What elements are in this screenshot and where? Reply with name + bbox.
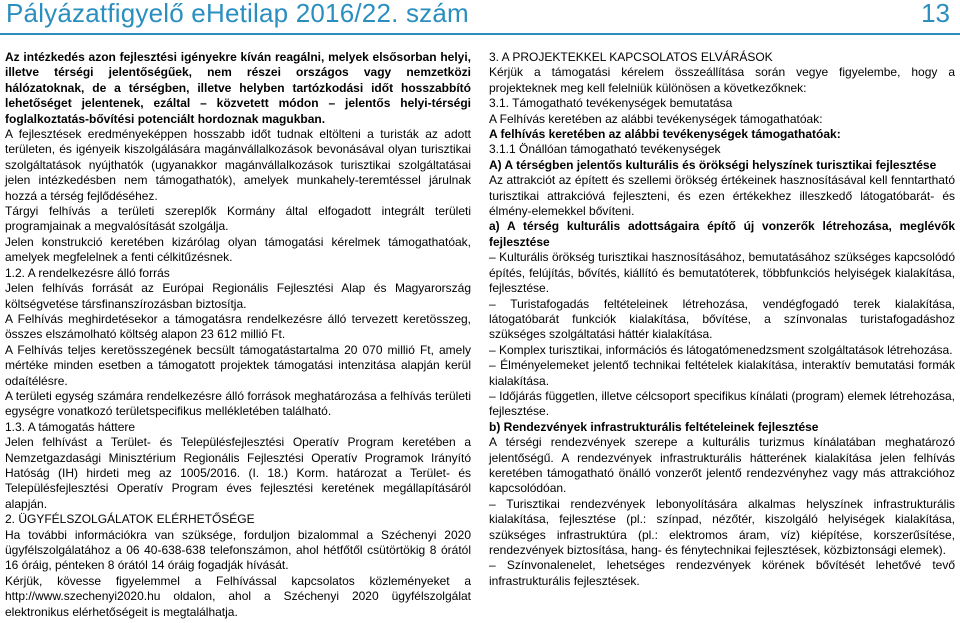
list-item: – Kulturális örökség turisztikai hasznosításához, bemutatásához szükséges kapcsolódó építés, felújítás, bővítés, kiállító és bemutatóterek, többfunkciós helyiségek kialakítása, fejlesztése. [489, 250, 955, 296]
paragraph: A Felhívás keretében az alábbi tevékenységek támogathatóak: [489, 111, 823, 126]
paragraph: Ha további információkra van szüksége, forduljon bizalommal a Széchenyi 2020 ügyfélszolgálatához a 06 40-638-638 telefonszámon, ahol hétfőtől csütörtökig 8 órától 16 óráig, pénteken 8 órától 14 óráig fogadják hívását. [5, 527, 471, 573]
paragraph: Kérjük a támogatási kérelem összeállítása során vegye figyelembe, hogy a projekteknek meg kell felelniük különösen a következőknek: [489, 65, 955, 95]
section-heading: 3. A PROJEKTEKKEL KAPCSOLATOS ELVÁRÁSOK [489, 50, 773, 64]
bold-paragraph: A) A térségben jelentős kulturális és örökségi helyszínek turisztikai fejlesztése [489, 157, 937, 172]
paragraph: Tárgyi felhívás a területi szereplők Kormány által elfogadott integrált területi programjainak a megvalósítását szolgálja. [5, 204, 471, 234]
section-heading: 1.2. A rendelkezésre álló forrás [5, 265, 170, 280]
paragraph: A területi egység számára rendelkezésre álló források meghatározása a felhívás területi egységre vonatkozó területspecifikus mellékletében található. [5, 388, 471, 419]
paragraph: Az attrakciót az épített és szellemi örökség értékeinek hasznosításával kell fenntartható turisztikai attrakcióvá fejleszteni, és ezen értékekhez illeszkedő látogatóbarát- és élmény-elemekkel bővíteni. [489, 173, 955, 219]
page-number: 13 [921, 0, 950, 28]
paragraph: A Felhívás teljes keretösszegének becsült támogatástartalma 20 070 millió Ft, amely mértéke minden esetben a támogatott projektek támogatási intenzitása alapján kerül odaítélésre. [5, 342, 471, 388]
page-header [0, 0, 960, 34]
left-column [5, 50, 471, 620]
paragraph: Jelen felhívást a Terület- és Településfejlesztési Operatív Program keretében a Nemzetgazdasági Minisztérium Regionális Fejlesztési Operatív Programok Irányító Hatóság (IH) hirdeti meg az 1005/2016. (I. 18.) Korm. határozat a Terület- és Településfejlesztési Operatív Program éves fejlesztési keretének megállapításáról alapján. [5, 435, 471, 511]
section-heading: 3.1. Támogatható tevékenységek bemutatása [489, 96, 733, 111]
section-heading: 1.3. A támogatás háttere [5, 419, 136, 434]
publication-title: Pályázatfigyelő eHetilap 2016/22. szám [6, 0, 469, 28]
paragraph: Az intézkedés azon fejlesztési igényekre kíván reagálni, melyek elsősorban helyi, illetve térségi jelentőségűek, nem részei országos vagy nemzetközi hálózatoknak, de a térségben, illetve helyben tartózkodási időt hosszabbító lehetőséget jelentenek, ezáltal – közvetett módon – jelentős helyi-térségi foglalkoztatás-bővítési potenciált hordoznak magukban. [5, 50, 471, 126]
section-heading: 3.1.1 Önállóan támogatható tevékenységek [489, 142, 721, 157]
list-item: – Időjárás független, illetve célcsoport specifikus kínálati (program) elemek létrehozása, fejlesztése. [489, 388, 955, 419]
paragraph: Jelen konstrukció keretében kizárólag olyan támogatási kérelmek támogathatóak, amelyek megfelelnek a fenti célkitűzésnek. [5, 234, 471, 265]
list-item: – Komplex turisztikai, információs és látogatómenedzsment szolgáltatások létrehozása. [489, 342, 953, 357]
list-item: – Turisztikai rendezvények lebonyolítására alkalmas helyszínek infrastrukturális kialakítása, fejlesztése (pl.: színpad, nézőtér, kiszolgáló helyiségek kialakítása, szükséges infrastruktúra (pl.: elektromos áram, víz) kiépítése, korszerűsítése, rendezvények biztosítása, hang- és fénytechnikai fejlesztések, közbiztonsági elemek). [489, 496, 955, 557]
paragraph: A fejlesztések eredményeképpen hosszabb időt tudnak eltölteni a turisták az adott területen, és igényeik kiszolgálására magánvállalkozások bevonásával olyan turisztikai szolgáltatások nyújthatók (ugyanakkor magánvállalkozások turisztikai szolgáltatásai jelen intézkedésben nem támogathatók), amelyek munkahely-teremtéssel járulnak hozzá a térség fejlődéséhez. [5, 127, 471, 203]
bold-paragraph: b) Rendezvények infrastrukturális feltételeinek fejlesztése [489, 419, 819, 434]
list-item: – Élményelemeket jelentő technikai feltételek kialakítása, interaktív bemutatási formák kialakítása. [489, 358, 955, 388]
header-divider [0, 33, 960, 35]
paragraph: Kérjük, kövesse figyelemmel a Felhívással kapcsolatos közleményeket a http://www.szechenyi2020.hu oldalon, ahol a Széchenyi 2020 ügyfélszolgálat elektronikus elérhetőségeit is megtalálhatja. [5, 573, 471, 619]
section-heading: 2. ÜGYFÉLSZOLGÁLATOK ELÉRHETŐSÉGE [5, 512, 255, 527]
paragraph: Jelen felhívás forrását az Európai Regionális Fejlesztési Alap és Magyarország költségvetése társfinanszírozásban biztosítja. [5, 281, 471, 311]
bold-paragraph: A felhívás keretében az alábbi tevékenységek támogathatóak: [489, 127, 841, 142]
paragraph: A térségi rendezvények szerepe a kulturális turizmus kínálatában meghatározó jelentőségű. A rendezvények infrastrukturális hátterének kialakítása jelen felhívás keretében támogatható önálló vonzerőt jelentő rendezvényhez vagy más attrakcióhoz kapcsolódóan. [489, 435, 955, 496]
bold-paragraph: a) A térség kulturális adottságaira építő új vonzerők létrehozása, meglévők fejlesztése [489, 219, 955, 249]
paragraph: A Felhívás meghirdetésekor a támogatásra rendelkezésre álló tervezett keretösszeg, összes elszámolható költség alapon 23 612 millió Ft. [5, 311, 471, 342]
list-item: – Turistafogadás feltételeinek létrehozása, vendégfogadó terek kialakítása, látogatóbarát funkciók kialakítása, bővítése, a színvonalas turistafogadáshoz szükséges szolgáltatási háttér kialakítása. [489, 296, 955, 342]
list-item: – Színvonalenelet, lehetséges rendezvények körének bővítését lehetővé tevő infrastrukturális fejlesztések. [489, 558, 955, 588]
right-column [489, 50, 955, 589]
